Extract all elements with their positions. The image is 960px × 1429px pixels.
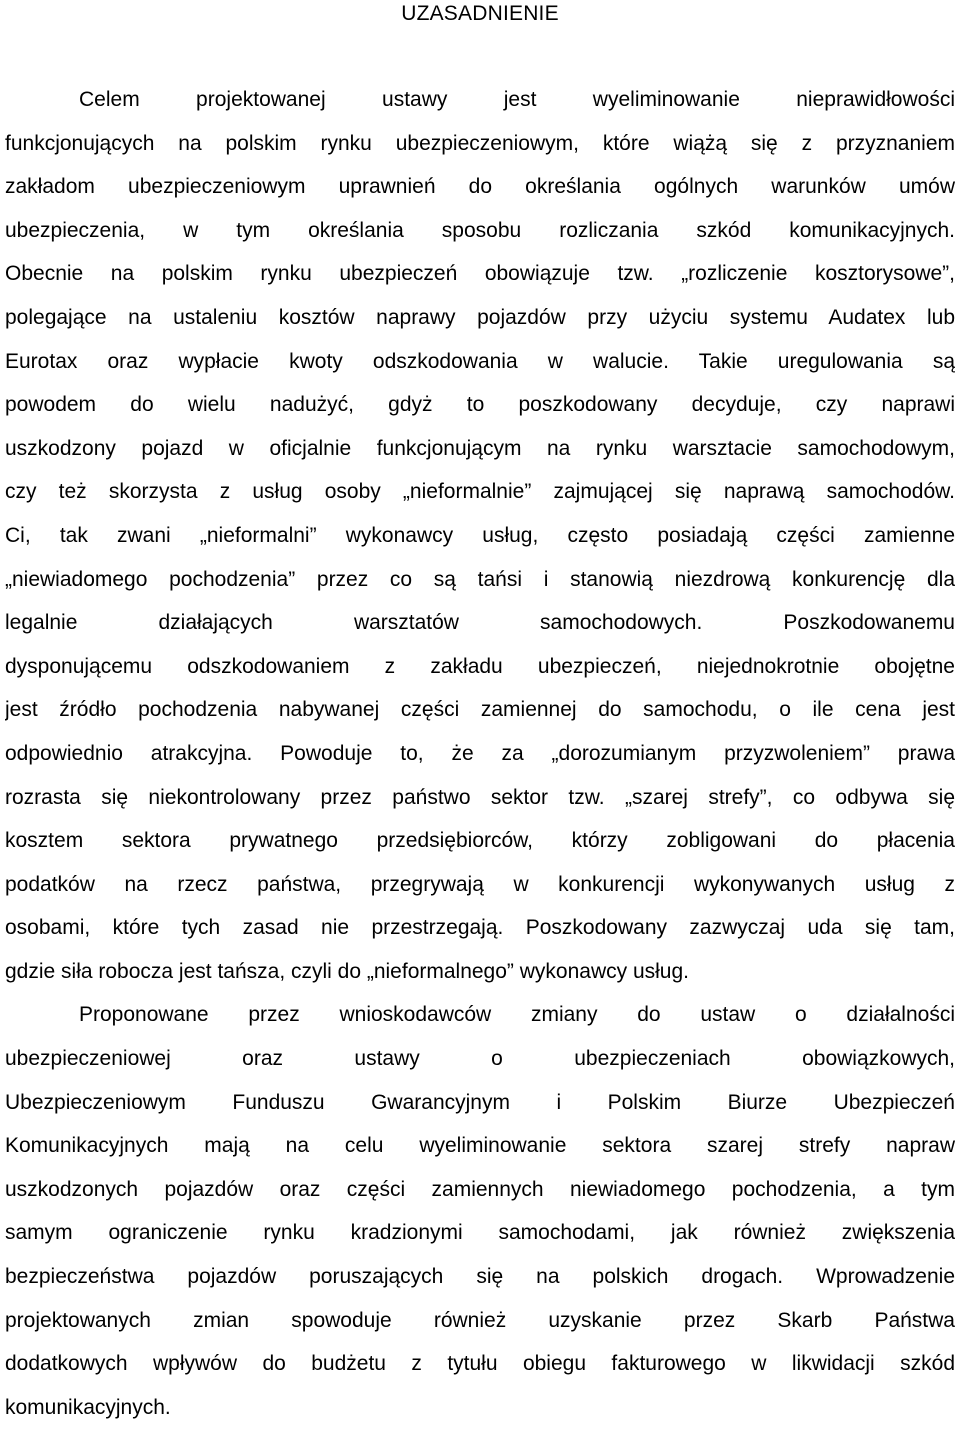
text-line: Celem projektowanej ustawy jest wyeliminowanie nieprawidłowości xyxy=(79,88,955,111)
text-line: dysponującemu odszkodowaniem z zakładu ubezpieczeń, niejednokrotnie obojętne xyxy=(5,654,955,678)
text-line: osobami, które tych zasad nie przestrzegają. Poszkodowany zazwyczaj uda się tam, xyxy=(5,916,955,940)
text-line: funkcjonujących na polskim rynku ubezpieczeniowym, które wiążą się z przyznaniem xyxy=(5,131,955,155)
paragraph-1 xyxy=(5,78,955,993)
text-line: czy też skorzysta z usług osoby „nieformalnie” zajmującej się naprawą samochodów. xyxy=(5,480,955,504)
text-line: podatków na rzecz państwa, przegrywają w konkurencji wykonywanych usług z xyxy=(5,872,955,896)
text-line: zakładom ubezpieczeniowym uprawnień do określania ogólnych warunków umów xyxy=(5,175,955,199)
text-line: samym ograniczenie rynku kradzionymi samochodami, jak również zwiększenia xyxy=(5,1221,955,1245)
text-line: Eurotax oraz wypłacie kwoty odszkodowania w walucie. Takie uregulowania są xyxy=(5,349,955,373)
text-line: Ubezpieczeniowym Funduszu Gwarancyjnym i Polskim Biurze Ubezpieczeń xyxy=(5,1090,955,1114)
text-line: polegające na ustaleniu kosztów naprawy pojazdów przy użyciu systemu Audatex lub xyxy=(5,305,955,329)
text-line: uszkodzonych pojazdów oraz części zamiennych niewiadomego pochodzenia, a tym xyxy=(5,1177,955,1201)
text-line: ubezpieczenia, w tym określania sposobu rozliczania szkód komunikacyjnych. xyxy=(5,218,955,242)
text-line: legalnie działających warsztatów samochodowych. Poszkodowanemu xyxy=(5,611,955,635)
text-line: bezpieczeństwa pojazdów poruszających się na polskich drogach. Wprowadzenie xyxy=(5,1265,955,1289)
text-line: uszkodzony pojazd w oficjalnie funkcjonującym na rynku warsztacie samochodowym, xyxy=(5,436,955,460)
paragraph-2 xyxy=(5,993,955,1429)
text-line: powodem do wielu nadużyć, gdyż to poszkodowany decyduje, czy naprawi xyxy=(5,393,955,417)
text-line: gdzie siła robocza jest tańsza, czyli do „nieformalnego” wykonawcy usług. xyxy=(5,959,689,983)
text-line: Proponowane przez wnioskodawców zmiany do ustaw o działalności xyxy=(79,1003,955,1027)
text-line: kosztem sektora prywatnego przedsiębiorców, którzy zobligowani do płacenia xyxy=(5,829,955,853)
text-line: dodatkowych wpływów do budżetu z tytułu obiegu fakturowego w likwidacji szkód xyxy=(5,1352,955,1376)
document-title: UZASADNIENIE xyxy=(401,2,559,25)
text-line: komunikacyjnych. xyxy=(5,1395,171,1419)
text-line: Ci, tak zwani „nieformalni” wykonawcy usług, często posiadają części zamienne xyxy=(5,523,955,547)
text-line: jest źródło pochodzenia nabywanej części zamiennej do samochodu, o ile cena jest xyxy=(5,698,955,722)
text-line: Komunikacyjnych mają na celu wyeliminowanie sektora szarej strefy napraw xyxy=(5,1134,955,1158)
text-line: projektowanych zmian spowoduje również uzyskanie przez Skarb Państwa xyxy=(5,1308,955,1332)
text-line: ubezpieczeniowej oraz ustawy o ubezpieczeniach obowiązkowych, xyxy=(5,1047,955,1071)
document-page xyxy=(5,0,955,1429)
text-line: rozrasta się niekontrolowany przez państwo sektor tzw. „szarej strefy”, co odbywa się xyxy=(5,785,955,809)
text-line: odpowiednio atrakcyjna. Powoduje to, że za „dorozumianym przyzwoleniem” prawa xyxy=(5,741,955,765)
text-line: „niewiadomego pochodzenia” przez co są tańsi i stanowią niezdrową konkurencję dla xyxy=(5,567,955,591)
text-line: Obecnie na polskim rynku ubezpieczeń obowiązuje tzw. „rozliczenie kosztorysowe”, xyxy=(5,262,955,286)
